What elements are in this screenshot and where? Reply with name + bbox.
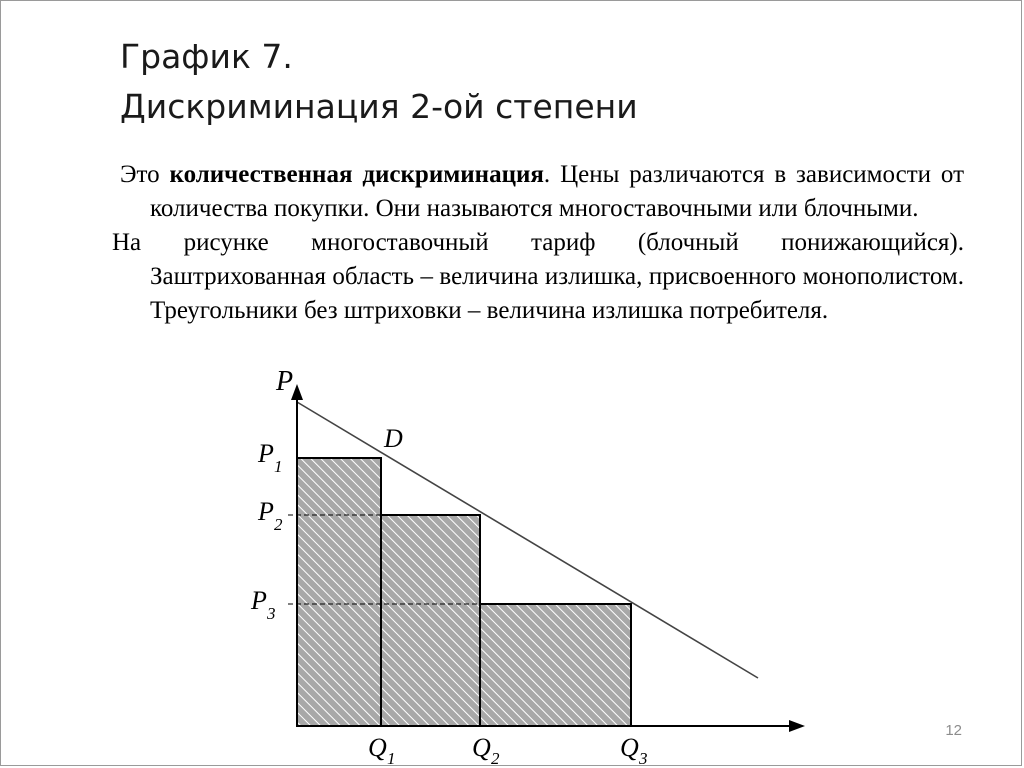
- svg-text:3: 3: [639, 749, 648, 768]
- y-axis-label: P: [276, 366, 294, 397]
- svg-text:2: 2: [274, 515, 283, 534]
- svg-text:1: 1: [387, 749, 396, 768]
- svg-text:Q: Q: [368, 733, 387, 762]
- title-line-1: График 7.: [120, 37, 293, 76]
- svg-text:P: P: [251, 586, 267, 615]
- demand-label: D: [384, 424, 403, 453]
- svg-text:P: P: [258, 497, 274, 526]
- quantity-label-q3: [620, 733, 648, 768]
- paragraph-figure-description: На рисунке многоставочный тариф (блочный понижающийся). Заштрихованная область – величина излишка, присвоенного монополистом. Треугольники без штриховки – величина излишка потребителя.: [112, 229, 964, 324]
- svg-text:Q: Q: [472, 733, 491, 762]
- title-line-2: Дискриминация 2-ой степени: [120, 87, 638, 126]
- block-1: [297, 458, 381, 726]
- svg-text:1: 1: [274, 457, 283, 476]
- p1-lead: Это: [120, 161, 170, 188]
- p1-rest: . Цены различаются в зависимости от количества покупки. Они называются многоставочными или блочными.: [150, 161, 965, 222]
- svg-text:P: P: [258, 439, 274, 468]
- svg-text:2: 2: [491, 749, 500, 768]
- svg-text:3: 3: [267, 604, 276, 623]
- block-2: [381, 515, 480, 726]
- page-number: 12: [945, 722, 962, 739]
- price-label-p1: [257, 439, 283, 476]
- price-label-p2: [257, 497, 283, 534]
- quantity-label-q2: [472, 733, 500, 768]
- block-3: [480, 604, 631, 726]
- x-axis-arrow-icon: [789, 720, 805, 732]
- p1-bold-term: количественная дискриминация: [169, 161, 544, 188]
- price-label-p3: [250, 586, 276, 623]
- quantity-label-q1: [368, 733, 396, 768]
- svg-text:Q: Q: [620, 733, 639, 762]
